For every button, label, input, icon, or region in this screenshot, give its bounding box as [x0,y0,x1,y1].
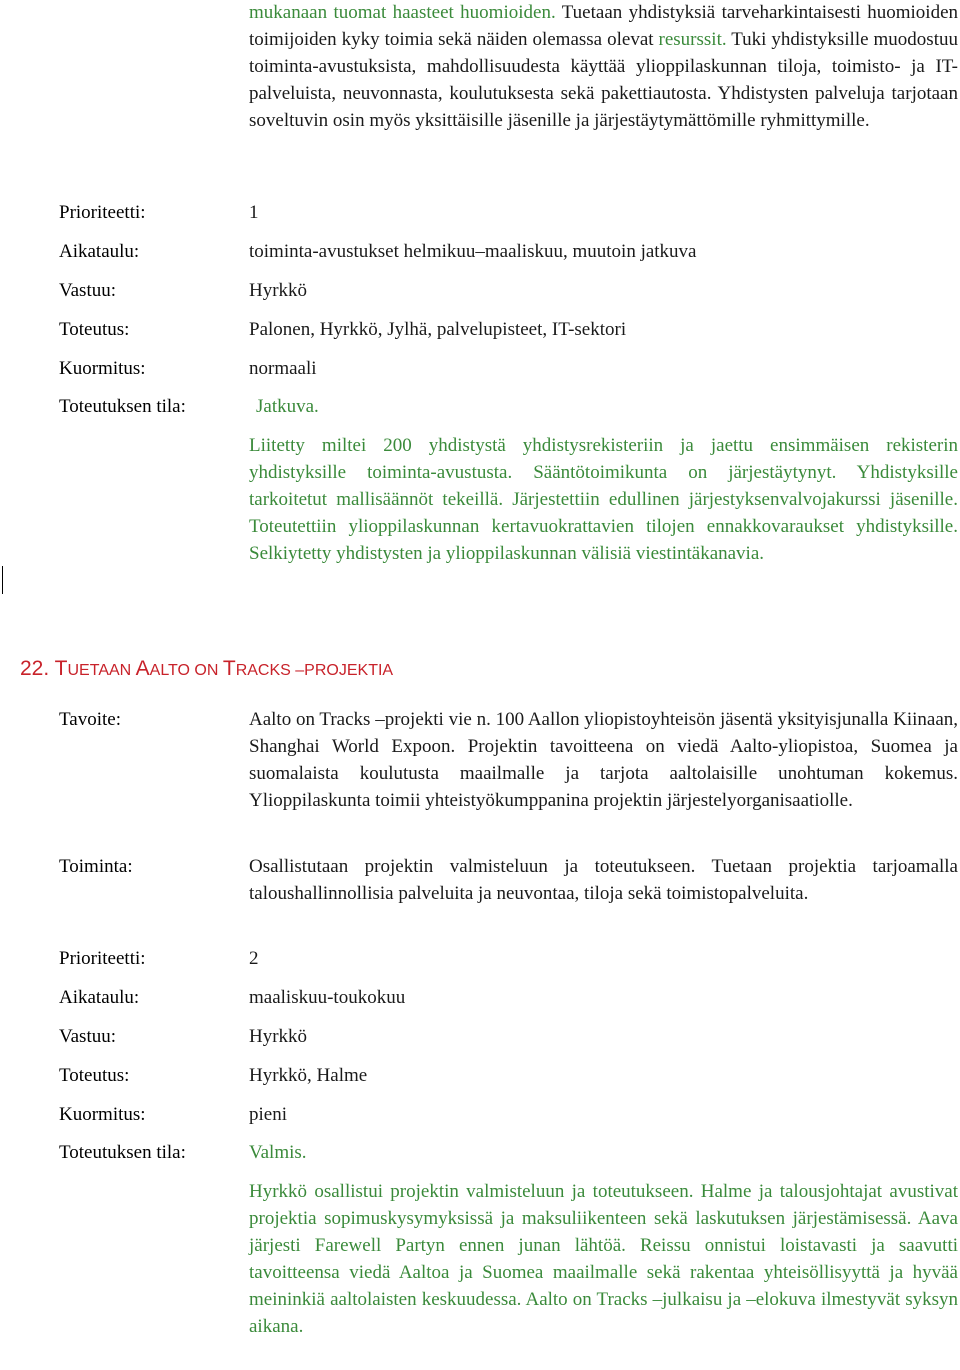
title-part: RACKS –PROJEKTIA [235,662,394,679]
s2-responsible-row [59,1022,959,1052]
workload-label: Kuormitus: [59,1104,146,1125]
s1-responsible-row [59,276,959,306]
intro-part: resurssit. [658,29,727,50]
heading-title [55,657,393,680]
title-part: A [135,657,150,680]
schedule-label: Aikataulu: [59,987,140,1008]
implementation-label: Toteutus: [59,1065,130,1086]
section-heading [20,654,393,684]
responsible-value: Hyrkkö [249,280,308,301]
intro-part: Tuki yhdistyksille muodostuu toiminta-avustuksista, mahdollisuudesta käyttää ylioppilaskunnan tiloja, toimisto- ja IT-palveluista, neuvonnasta, koulutuksesta sekä pakettiautosta. Yhdistysten palveluja tarjotaan soveltuvin osin myös yksittäisille jäsenille ja järjestäytymättömille ryhmittymille. [249,29,958,131]
status-value: Valmis. [249,1142,307,1163]
s2-goal-text: Aalto on Tracks –projekti vie n. 100 Aallon yliopistoyhteisön jäsentä yksityisjunalla Kiinaan, Shanghai World Expoon. Projektin tavoitteena on viedä Aalto-yliopistoa, Suomea ja suomalaista koulutusta maailmalle ja tarjota aaltolaisille unohtuman kokemus. Ylioppilaskunta toimii yhteistyökumppanina projektin järjestelyorganisaatiolle. [249,709,958,811]
responsible-label: Vastuu: [59,280,116,301]
implementation-label: Toteutus: [59,319,130,340]
status-label: Toteutuksen tila: [59,1142,186,1163]
s2-schedule-row [59,983,959,1013]
priority-label: Prioriteetti: [59,948,146,969]
status-label: Toteutuksen tila: [59,396,186,417]
schedule-value: maaliskuu-toukokuu [249,987,406,1008]
heading-number: 22. [20,657,50,680]
s2-status-row [59,1138,959,1168]
intro-part: mukanaan tuomat haasteet huomioiden. [249,2,562,23]
s1-priority-row [59,198,959,228]
title-part: T [54,657,68,680]
text-cursor [2,566,3,594]
workload-label: Kuormitus: [59,358,146,379]
s2-status-report: Hyrkkö osallistui projektin valmisteluun ja toteutukseen. Halme ja talousjohtajat avustivat projektia sopimuskysymyksissä ja maksuliikenteen sekä laskutuksen järjestämisessä. Aava järjesti Farewell Partyn ennen junan lähtöä. Reissu onnistui loistavasti ja saavutti tavoitteensa viedä Aaltoa ja Suomea maailmalle sekä rakentaa yhteisöllisyyttä ja hyvää meininkiä aaltolaisten keskuudessa. Aalto on Tracks –julkaisu ja –elokuva ilmestyvät syksyn aikana. [249,1181,958,1337]
title-part: ALTO ON [149,662,223,679]
s1-implementation-row [59,315,959,345]
s1-schedule-row [59,237,959,267]
s2-priority-row [59,944,959,974]
s1-status-report: Liitetty miltei 200 yhdistystä yhdistysrekisteriin ja jaettu ensimmäisen rekisterin yhdistyksille toiminta-avustusta. Sääntötoimikunta on järjestäytynyt. Yhdistyksille tarkoitetut mallisäännöt tekeillä. Järjestettiin edullinen järjestyksenvalvojakurssi jäsenille. Toteutettiin ylioppilaskunnan kertavuokrattavien tilojen ennakkovaraukset yhdistyksille. Selkiytetty yhdistysten ja ylioppilaskunnan välisiä viestintäkanavia. [249,435,958,564]
s2-workload-row [59,1100,959,1130]
intro-part: Tuetaan yhdistyksiä tarveharkintaisesti huomioiden toimijoiden kyky toimia sekä näiden olemassa olevat [249,2,958,50]
s2-action-text: Osallistutaan projektin valmisteluun ja toteutukseen. Tuetaan projektia tarjoamalla taloushallinnollisia palveluita ja neuvontaa, tiloja sekä toimistopalveluita. [249,856,958,904]
schedule-label: Aikataulu: [59,241,140,262]
s1-status-row [59,392,959,422]
priority-value: 1 [249,202,259,223]
workload-value: pieni [249,1104,287,1125]
priority-label: Prioriteetti: [59,202,146,223]
schedule-value: toiminta-avustukset helmikuu–maaliskuu, muutoin jatkuva [249,241,697,262]
s1-workload-row [59,354,959,384]
goal-label: Tavoite: [59,709,121,730]
workload-value: normaali [249,358,317,379]
s2-implementation-row [59,1061,959,1091]
status-value: Jatkuva. [256,396,319,417]
responsible-label: Vastuu: [59,1026,116,1047]
priority-value: 2 [249,948,259,969]
title-part: T [222,657,236,680]
implementation-value: Hyrkkö, Halme [249,1065,368,1086]
section1-intro-paragraph [249,0,958,134]
responsible-value: Hyrkkö [249,1026,308,1047]
implementation-value: Palonen, Hyrkkö, Jylhä, palvelupisteet, IT-sektori [249,319,627,340]
title-part: UETAAN [67,662,136,679]
action-label: Toiminta: [59,856,133,877]
